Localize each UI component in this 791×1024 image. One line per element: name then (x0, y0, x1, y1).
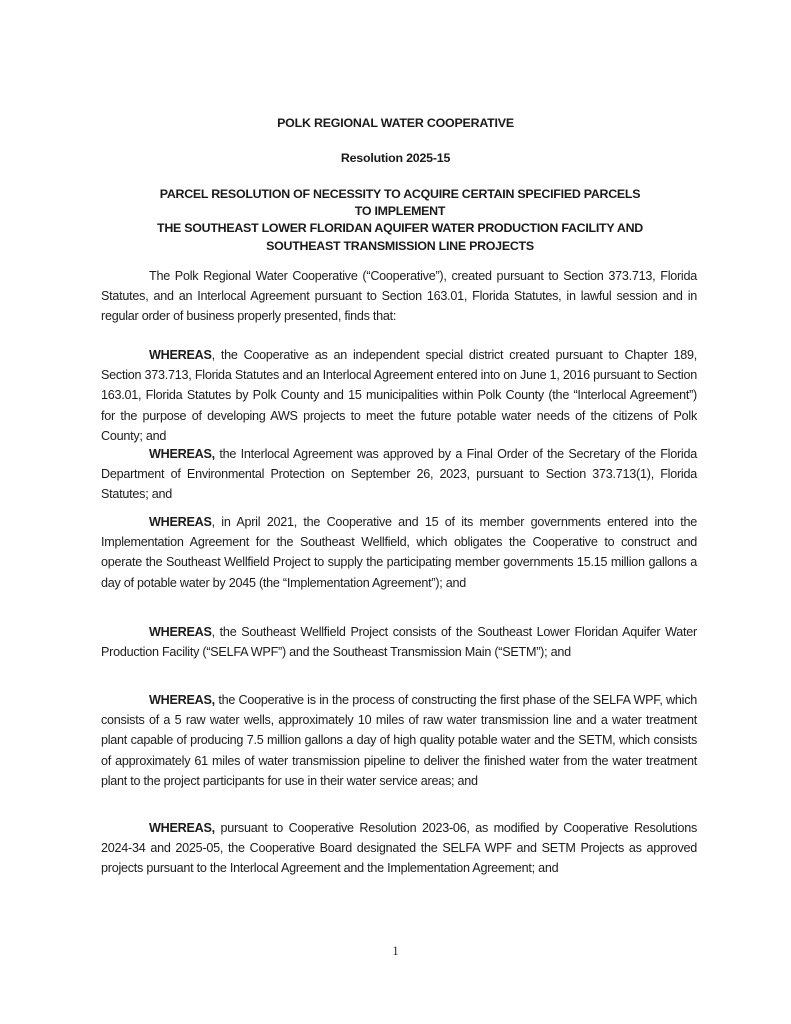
whereas-lead: WHEREAS, (149, 821, 215, 835)
preamble-paragraph: The Polk Regional Water Cooperative (“Cooperative”), created pursuant to Section 373.713, Florida Statutes, and an Interlocal Agreement pursuant to Section 163.01, Florida Statutes, in lawful session and in regular order of business properly presented, finds that: (101, 269, 697, 324)
title-line: SOUTHEAST TRANSMISSION LINE PROJECTS (266, 238, 534, 253)
whereas-lead: WHEREAS, (149, 693, 215, 707)
whereas-lead: WHEREAS (149, 625, 212, 639)
whereas-clause-6 (101, 818, 697, 879)
title-line: PARCEL RESOLUTION OF NECESSITY TO ACQUIRE CERTAIN SPECIFIED PARCELS (159, 187, 641, 201)
page-number: 1 (392, 944, 399, 958)
whereas-lead: WHEREAS, (149, 447, 215, 461)
whereas-clause-3 (101, 512, 697, 593)
resolution-number: Resolution 2025-15 (340, 151, 451, 165)
whereas-lead: WHEREAS (149, 348, 212, 362)
whereas-text: the Interlocal Agreement was approved by a Final Order of the Secretary of the Florida Department of Environmental Protection on September 26, 2023, pursuant to Section 373.713(1), Florida Statutes; and (101, 447, 697, 502)
whereas-text: , the Cooperative as an independent special district created pursuant to Chapter 189, Section 373.713, Florida Statutes and an Interlocal Agreement entered into on June 1, 2016 pursuant to Section 163.01, Florida Statutes by Polk County and 15 municipalities within Polk County (the “Interlocal Agreement”) for the purpose of developing AWS projects to meet the future potable water needs of the citizens of Polk County; and (101, 348, 697, 443)
whereas-text: the Cooperative is in the process of constructing the first phase of the SELFA WPF, which consists of a 5 raw water wells, approximately 10 miles of raw water transmission line and a water treatment plant capable of producing 7.5 million gallons a day of high quality potable water and the SETM, which consists of approximately 61 miles of water transmission pipeline to deliver the finished water from the water treatment plant to the project participants for use in their water service areas; and (101, 693, 697, 788)
whereas-clause-1 (101, 345, 697, 446)
whereas-clause-5 (101, 690, 697, 791)
whereas-text: pursuant to Cooperative Resolution 2023-06, as modified by Cooperative Resolutions 2024-34 and 2025-05, the Cooperative Board designated the SELFA WPF and SETM Projects as approved projects pursuant to the Interlocal Agreement and the Implementation Agreement; and (101, 821, 697, 876)
title-line: THE SOUTHEAST LOWER FLORIDAN AQUIFER WATER PRODUCTION FACILITY AND (157, 221, 643, 236)
resolution-title (100, 186, 700, 255)
title-line: TO IMPLEMENT (354, 204, 446, 219)
whereas-text: , in April 2021, the Cooperative and 15 of its member governments entered into the Implementation Agreement for the Southeast Wellfield, which obligates the Cooperative to construct and operate the Southeast Wellfield Project to supply the participating member governments 15.15 million gallons a day of potable water by 2045 (the “Implementation Agreement”); and (101, 515, 697, 590)
whereas-text: , the Southeast Wellfield Project consists of the Southeast Lower Floridan Aquifer Water Production Facility (“SELFA WPF”) and the Southeast Transmission Main (“SETM”); and (101, 625, 697, 660)
whereas-clause-4 (101, 622, 697, 662)
whereas-clause-2 (101, 444, 697, 505)
organization-heading: POLK REGIONAL WATER COOPERATIVE (277, 116, 514, 130)
whereas-lead: WHEREAS (149, 515, 212, 529)
